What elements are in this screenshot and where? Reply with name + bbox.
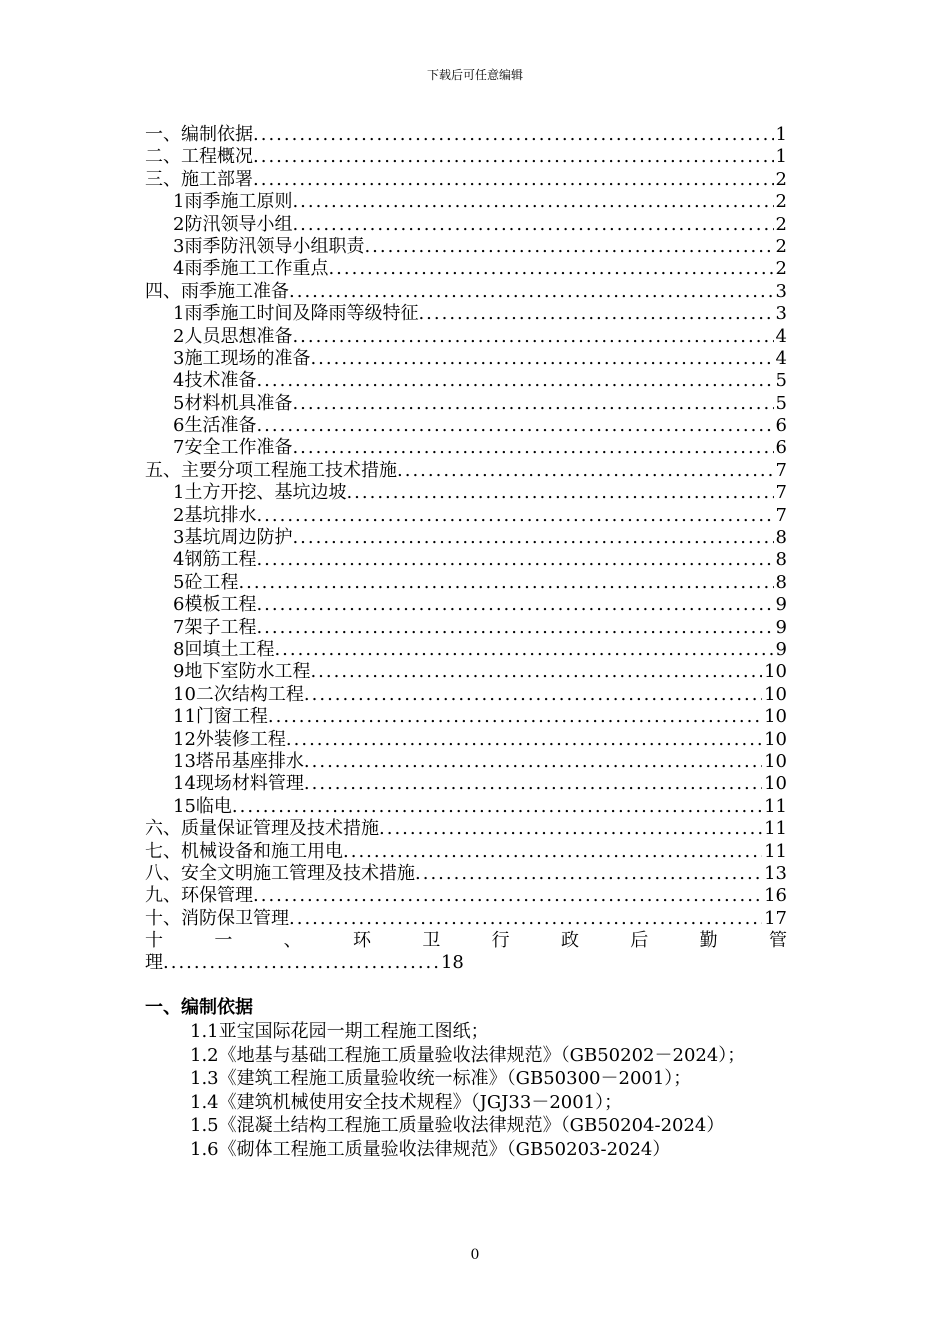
toc-leader-dots — [256, 594, 773, 616]
toc-entry-page: 3 — [775, 303, 787, 325]
toc-entry-title: 一、编制依据 — [145, 124, 253, 145]
toc-entry[interactable] — [145, 236, 787, 258]
toc-leader-dots — [343, 841, 762, 863]
toc-leader-dots — [253, 885, 762, 907]
toc-entry-title: 1雨季施工原则 — [173, 191, 293, 213]
toc-leader-dots — [289, 281, 774, 303]
toc-leader-dots — [253, 146, 774, 168]
toc-leader-dots — [268, 706, 762, 728]
toc-entry-title: 13塔吊基座排水 — [173, 750, 304, 772]
toc-entry[interactable] — [145, 460, 787, 482]
toc-entry-page: 2 — [775, 168, 787, 190]
toc-entry-title: 4钢筋工程 — [173, 549, 257, 571]
page-number: 0 — [470, 1247, 480, 1263]
section-basis — [145, 996, 810, 1162]
toc-leader-dots — [256, 415, 773, 437]
toc-leader-dots — [304, 751, 762, 773]
toc-leader-dots — [415, 863, 762, 885]
toc-entry-page: 8 — [775, 527, 787, 549]
toc-entry-title: 4雨季施工工作重点 — [173, 258, 329, 280]
toc-entry[interactable] — [145, 841, 787, 863]
toc-entry-page: 16 — [764, 885, 787, 907]
toc-entry-title: 10二次结构工程 — [173, 683, 304, 705]
toc-entry-page: 2 — [775, 191, 787, 213]
toc-entry[interactable] — [145, 505, 787, 527]
toc-entry-title: 3施工现场的准备 — [173, 347, 311, 369]
toc-entry-title: 二、工程概况 — [145, 146, 253, 168]
toc-entry-title: 十、消防保卫管理 — [145, 907, 289, 929]
toc-last-entry-char: 环 — [352, 930, 371, 952]
toc-entry[interactable] — [145, 281, 787, 303]
table-of-contents — [145, 124, 787, 975]
toc-entry-title: 9地下室防水工程 — [173, 661, 311, 683]
section-items — [145, 1020, 810, 1162]
toc-entry[interactable] — [145, 684, 787, 706]
toc-entry-title: 5材料机具准备 — [173, 392, 293, 414]
toc-entry[interactable] — [145, 437, 787, 459]
toc-last-entry-dots: .................................... — [163, 952, 441, 974]
toc-last-entry-spread — [145, 930, 787, 952]
toc-entry[interactable] — [145, 482, 787, 504]
section-heading: 一、编制依据 — [145, 997, 253, 1018]
toc-leader-dots — [310, 348, 773, 370]
toc-entry-title: 11门窗工程 — [173, 706, 268, 728]
toc-entry-page: 8 — [775, 571, 787, 593]
toc-leader-dots — [379, 818, 762, 840]
toc-leader-dots — [256, 549, 773, 571]
toc-entry-title: 七、机械设备和施工用电 — [145, 840, 343, 862]
reference-item: 1.3《建筑工程施工质量验收统一标准》（GB50300－2001）； — [190, 1068, 692, 1090]
toc-entry[interactable] — [145, 169, 787, 191]
toc-entry-page: 8 — [775, 549, 787, 571]
toc-entry[interactable] — [145, 572, 787, 594]
toc-leader-dots — [292, 191, 773, 213]
toc-entry-title: 3基坑周边防护 — [173, 527, 293, 549]
toc-entry-page: 10 — [764, 661, 787, 683]
toc-entry[interactable] — [145, 527, 787, 549]
toc-entry-page: 10 — [764, 706, 787, 728]
toc-entry-page: 11 — [764, 840, 787, 862]
toc-entry-page: 11 — [764, 795, 787, 817]
toc-leader-dots — [256, 505, 773, 527]
toc-leader-dots — [364, 236, 773, 258]
toc-leader-dots — [397, 460, 774, 482]
toc-entry-title: 八、安全文明施工管理及技术措施 — [145, 862, 415, 884]
toc-entry[interactable] — [145, 549, 787, 571]
toc-last-entry-char: 十 — [145, 930, 163, 952]
toc-leader-dots — [292, 214, 773, 236]
toc-entry-page: 1 — [775, 146, 787, 168]
toc-entry[interactable] — [145, 415, 787, 437]
toc-entry-page: 5 — [775, 370, 787, 392]
toc-leader-dots — [304, 773, 762, 795]
toc-entry-title: 15临电 — [173, 795, 232, 817]
toc-entry-page: 4 — [775, 325, 787, 347]
toc-entry-page: 2 — [775, 258, 787, 280]
reference-item: 1.6《砌体工程施工质量验收法律规范》（GB50203-2024） — [190, 1138, 671, 1160]
toc-entry-title: 1土方开挖、基坑边坡 — [173, 482, 347, 504]
toc-entry[interactable] — [145, 348, 787, 370]
toc-leader-dots — [253, 124, 774, 146]
toc-entry[interactable] — [145, 729, 787, 751]
toc-entry[interactable] — [145, 706, 787, 728]
toc-entry-title: 3雨季防汛领导小组职责 — [173, 235, 365, 257]
toc-last-entry-page: 18 — [440, 952, 464, 974]
toc-entry-page: 7 — [775, 482, 787, 504]
toc-leader-dots — [289, 908, 762, 930]
toc-entry-title: 四、雨季施工准备 — [145, 280, 289, 302]
toc-entry-page: 5 — [775, 392, 787, 414]
toc-entry-page: 7 — [775, 504, 787, 526]
toc-entry-title: 2人员思想准备 — [173, 325, 293, 347]
toc-entry[interactable] — [145, 908, 787, 930]
toc-last-entry-char: 政 — [560, 930, 579, 952]
toc-leader-dots — [418, 303, 773, 325]
toc-entry-page: 13 — [764, 862, 787, 884]
toc-entry-page: 10 — [764, 728, 787, 750]
toc-leader-dots — [346, 482, 773, 504]
toc-leader-dots — [292, 326, 773, 348]
toc-entry[interactable] — [145, 594, 787, 616]
toc-leader-dots — [328, 258, 773, 280]
toc-entry-title: 1雨季施工时间及降雨等级特征 — [173, 303, 419, 325]
toc-entry-page: 9 — [775, 594, 787, 616]
toc-leader-dots — [256, 370, 773, 392]
toc-entry-title: 2基坑排水 — [173, 504, 257, 526]
toc-leader-dots — [238, 572, 773, 594]
toc-leader-dots — [256, 617, 773, 639]
toc-last-entry-char: 行 — [491, 930, 510, 952]
toc-last-entry-continuation — [145, 952, 787, 974]
toc-entry[interactable] — [145, 863, 787, 885]
toc-leader-dots — [292, 393, 773, 415]
toc-leader-dots — [304, 684, 762, 706]
reference-item: 1.4《建筑机械使用安全技术规程》（JGJ33－2001）； — [190, 1091, 623, 1113]
toc-last-entry-char: 管 — [768, 930, 787, 952]
reference-item: 1.5《混凝土结构工程施工质量验收法律规范》（GB50204-2024） — [190, 1115, 725, 1137]
toc-entry[interactable] — [145, 661, 787, 683]
toc-entry[interactable] — [145, 796, 787, 818]
toc-entry-page: 2 — [775, 213, 787, 235]
page-header: 下载后可任意编辑 — [426, 68, 523, 82]
toc-entry-page: 6 — [775, 415, 787, 437]
toc-entry-page: 9 — [775, 616, 787, 638]
toc-entry-title: 12外装修工程 — [173, 728, 286, 750]
toc-entry[interactable] — [145, 326, 787, 348]
toc-entry-title: 5砼工程 — [173, 571, 239, 593]
toc-entry-page: 10 — [764, 773, 787, 795]
toc-entry[interactable] — [145, 639, 787, 661]
toc-last-entry-char: 后 — [630, 930, 649, 952]
toc-entry-page: 2 — [775, 235, 787, 257]
toc-entry[interactable] — [145, 258, 787, 280]
toc-entry-title: 六、质量保证管理及技术措施 — [145, 818, 379, 840]
toc-entry-title: 4技术准备 — [173, 370, 257, 392]
toc-entry[interactable] — [145, 617, 787, 639]
toc-entry[interactable] — [145, 214, 787, 236]
toc-entry-title: 8回填土工程 — [173, 638, 275, 660]
reference-item: 1.2《地基与基础工程施工质量验收法律规范》（GB50202－2024）； — [190, 1044, 746, 1066]
toc-leader-dots — [286, 729, 762, 751]
toc-last-entry-char: 勤 — [699, 930, 718, 952]
toc-entry[interactable] — [145, 885, 787, 907]
toc-entry-page: 9 — [775, 638, 787, 660]
toc-entry-page: 7 — [775, 459, 787, 481]
toc-entry-page: 10 — [764, 683, 787, 705]
toc-entry-title: 五、主要分项工程施工技术措施 — [145, 459, 397, 481]
toc-entry-title: 7安全工作准备 — [173, 437, 293, 459]
toc-last-entry-tail: 理 — [145, 952, 163, 974]
toc-leader-dots — [292, 437, 773, 459]
toc-entry-title: 7架子工程 — [173, 616, 257, 638]
toc-entry-title: 6生活准备 — [173, 415, 257, 437]
reference-item: 1.1亚宝国际花园一期工程施工图纸； — [190, 1021, 489, 1042]
toc-entry[interactable] — [145, 303, 787, 325]
toc-entry-title: 三、施工部署 — [145, 168, 253, 190]
toc-entry-page: 4 — [775, 347, 787, 369]
toc-entry-page: 6 — [775, 437, 787, 459]
toc-entry[interactable] — [145, 191, 787, 213]
toc-entry[interactable] — [145, 818, 787, 840]
toc-last-entry-char: 一 — [214, 930, 233, 952]
toc-entry[interactable] — [145, 751, 787, 773]
toc-entry-page: 1 — [775, 124, 787, 145]
toc-entry-title: 6模板工程 — [173, 594, 257, 616]
toc-leader-dots — [253, 169, 774, 191]
toc-leader-dots — [292, 527, 773, 549]
toc-entries — [145, 124, 787, 930]
toc-leader-dots — [274, 639, 773, 661]
toc-entry-page: 17 — [764, 907, 787, 929]
toc-leader-dots — [310, 661, 762, 683]
toc-entry-title: 14现场材料管理 — [173, 773, 304, 795]
toc-entry-title: 九、环保管理 — [145, 885, 253, 907]
toc-entry-page: 3 — [775, 280, 787, 302]
toc-entry[interactable] — [145, 773, 787, 795]
toc-last-entry-char: 卫 — [422, 930, 441, 952]
toc-entry-title: 2防汛领导小组 — [173, 213, 293, 235]
toc-leader-dots — [232, 796, 762, 818]
toc-entry-page: 11 — [764, 818, 787, 840]
toc-entry[interactable] — [145, 146, 787, 168]
toc-last-entry-char: 、 — [283, 930, 302, 952]
toc-entry-page: 10 — [764, 750, 787, 772]
toc-entry[interactable] — [145, 393, 787, 415]
toc-entry[interactable] — [145, 124, 787, 146]
toc-entry[interactable] — [145, 370, 787, 392]
